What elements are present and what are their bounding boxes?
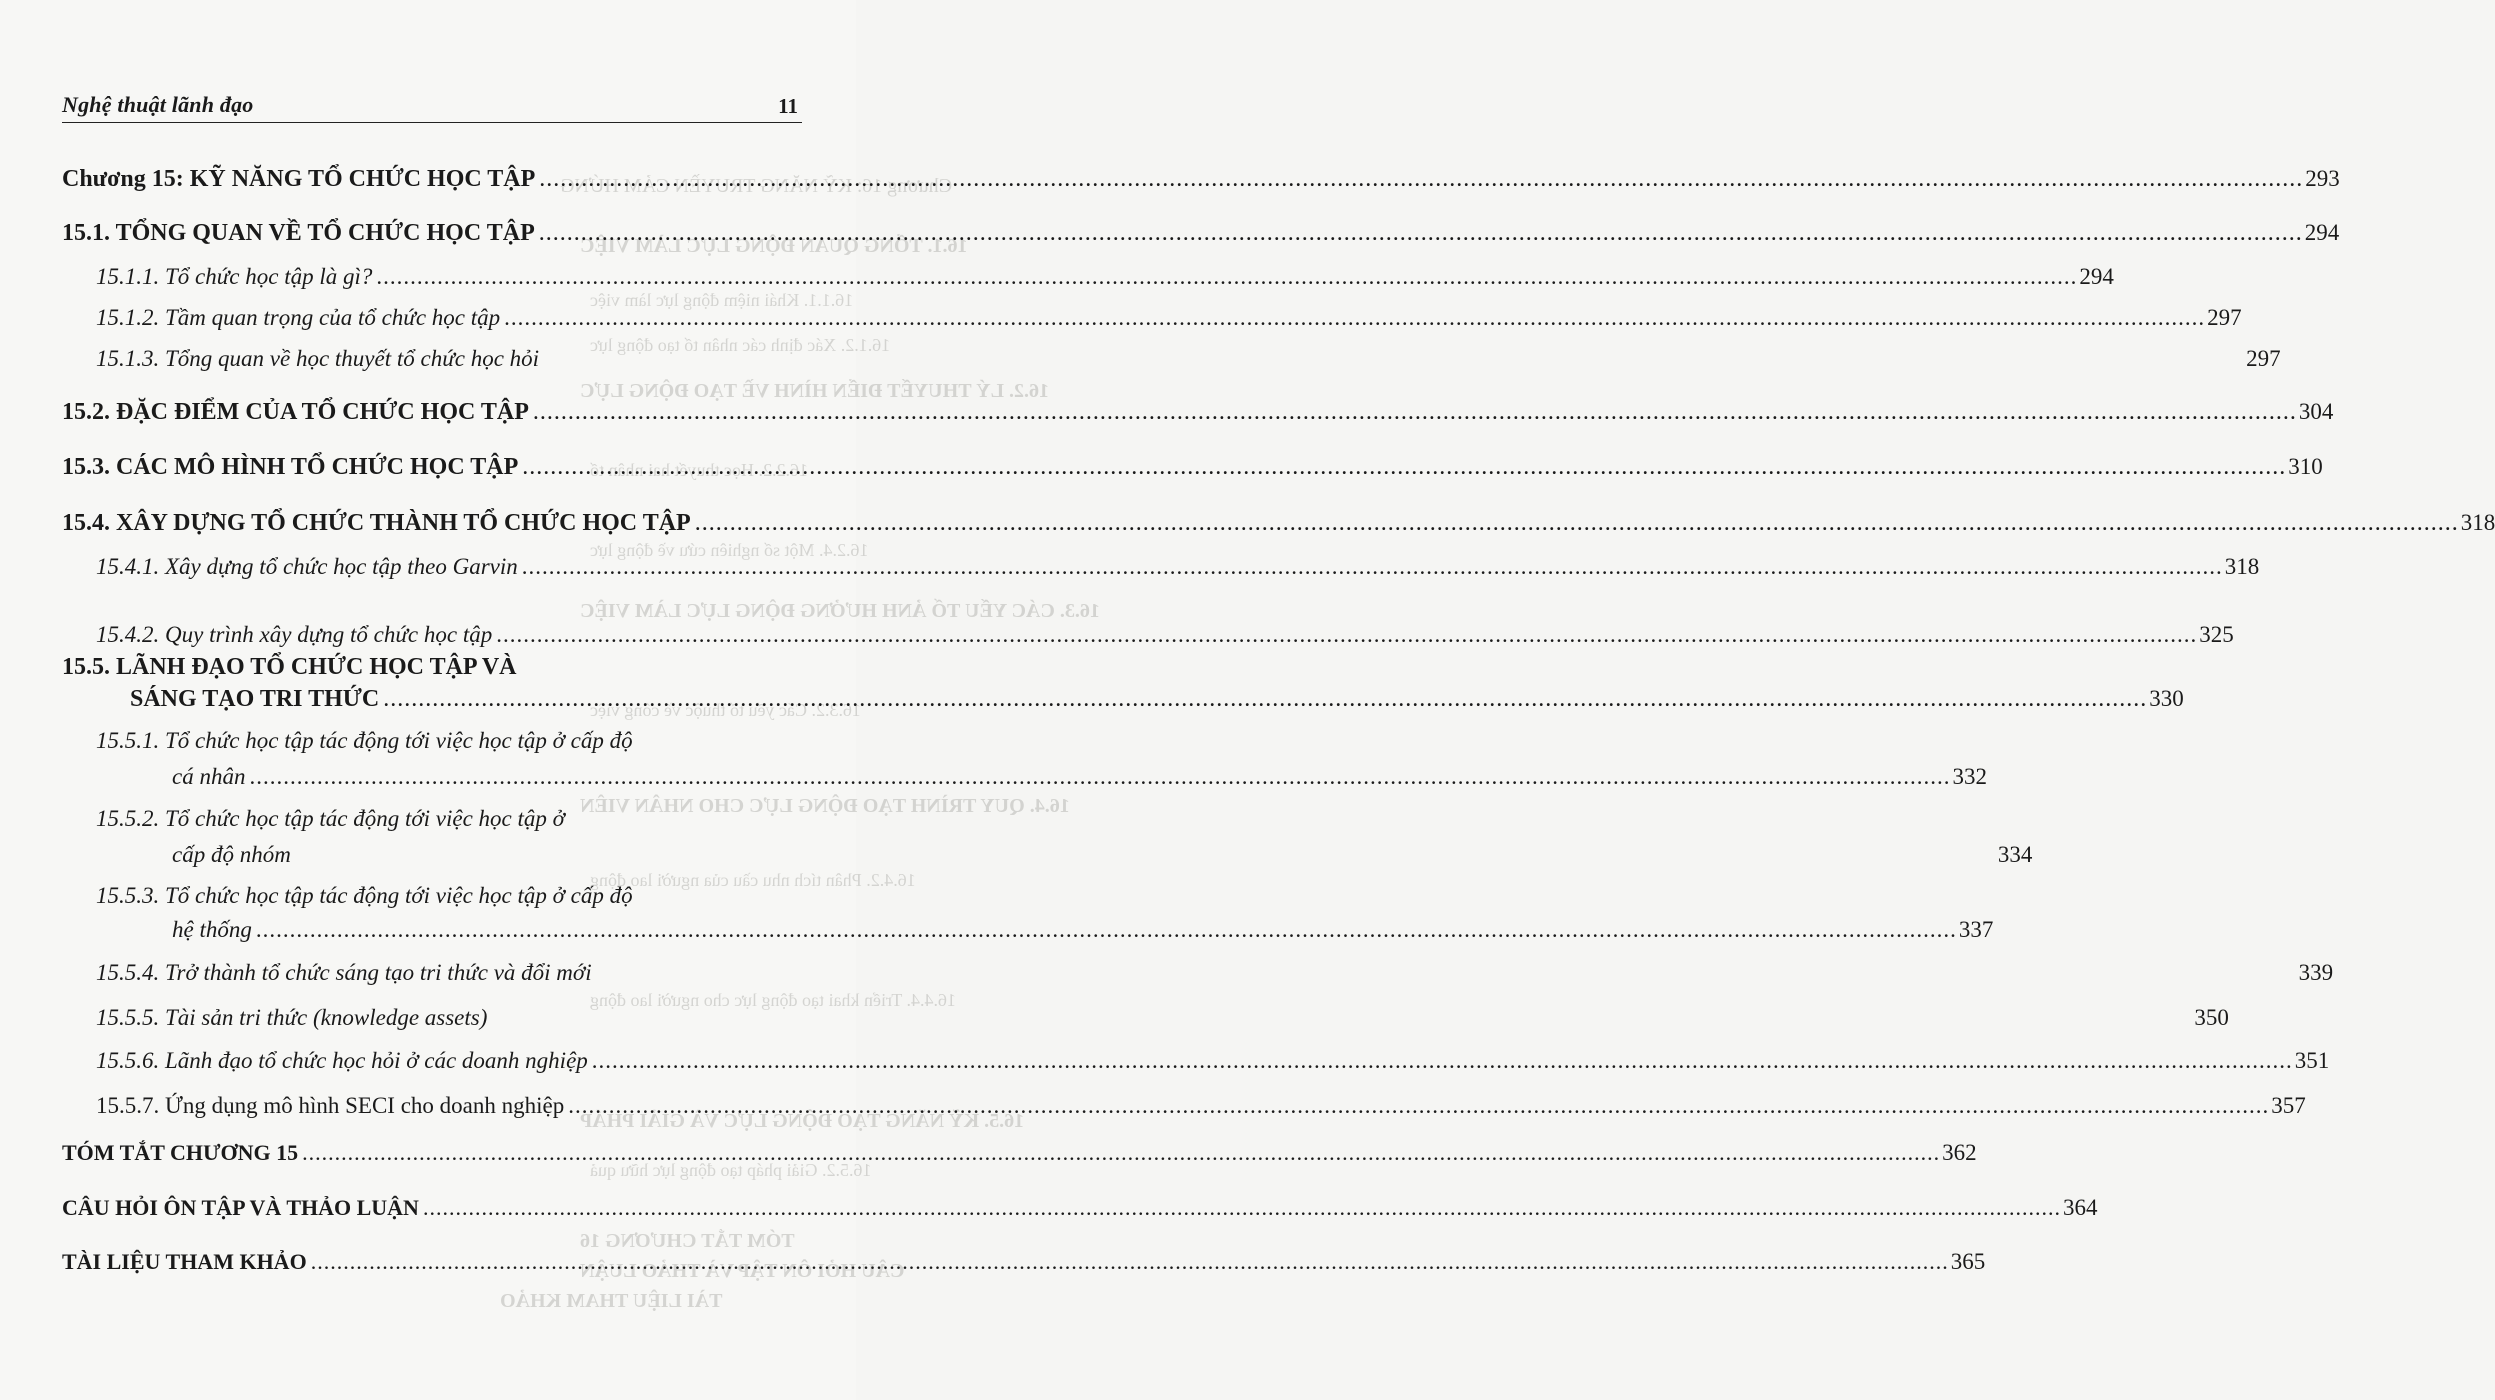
toc-entry-15-5-2[interactable] xyxy=(172,842,2033,867)
toc-entry-15-1-3[interactable] xyxy=(96,346,2281,371)
toc-label: 15.1.2. Tầm quan trọng của tổ chức học tập xyxy=(96,305,501,330)
toc-entry-15-5-1-line1[interactable]: 15.5.1. Tổ chức học tập tác động tới việc học tập ở cấp độ xyxy=(96,728,633,753)
dot-leader xyxy=(383,686,2147,712)
toc-entry-15-5-6[interactable] xyxy=(96,1048,2330,1073)
dot-leader xyxy=(311,1250,1949,1274)
toc-entry-review-questions[interactable] xyxy=(62,1195,2098,1220)
toc-page: 351 xyxy=(2294,1048,2330,1073)
toc-page: 334 xyxy=(1997,842,2033,867)
bleed-through-text: 16.4.4. Triển khai tạo động lực cho người lao động xyxy=(590,990,957,1010)
bleed-through-text: CÂU HỎI ÔN TẬP VÀ THẢO LUẬN xyxy=(580,1260,905,1282)
bleed-through-text: 16.1. TỔNG QUAN ĐỘNG LỰC LÀM VIỆC xyxy=(580,235,968,257)
toc-label: 15.2. ĐẶC ĐIỂM CỦA TỔ CHỨC HỌC TẬP xyxy=(62,399,529,425)
toc-page: 330 xyxy=(2149,686,2184,711)
toc-page: 318 xyxy=(2460,510,2495,535)
toc-entry-15-5-3[interactable] xyxy=(172,917,1994,942)
bleed-through-text: 16.4.2. Phân tích nhu cầu của người lao động xyxy=(590,870,916,890)
dot-leader xyxy=(539,220,2303,246)
toc-label: 15.1.3. Tổng quan về học thuyết tổ chức học hỏi xyxy=(96,346,540,371)
bleed-through-text: TÀI LIỆU THAM KHẢO xyxy=(500,1290,723,1312)
toc-page: 339 xyxy=(2298,960,2334,985)
toc-label: 15.3. CÁC MÔ HÌNH TỔ CHỨC HỌC TẬP xyxy=(62,454,519,480)
toc-page: 364 xyxy=(2062,1195,2098,1220)
dot-leader xyxy=(592,1048,2293,1073)
dot-leader xyxy=(376,264,2077,289)
toc-entry-summary[interactable] xyxy=(62,1140,1977,1165)
toc-label: 15.4. XÂY DỰNG TỔ CHỨC THÀNH TỔ CHỨC HỌC TẬP xyxy=(62,510,691,536)
dot-leader xyxy=(249,764,1950,789)
dot-leader xyxy=(496,622,2197,647)
toc-page: 310 xyxy=(2288,454,2323,479)
toc-page: 337 xyxy=(1958,917,1994,942)
toc-entry-15-5-line1[interactable]: 15.5. LÃNH ĐẠO TỔ CHỨC HỌC TẬP VÀ xyxy=(62,654,517,680)
toc-label: cấp độ nhóm xyxy=(172,842,291,867)
toc-entry-15-5-7[interactable] xyxy=(96,1093,2306,1118)
page-number: 11 xyxy=(778,94,798,118)
toc-page: 325 xyxy=(2199,622,2234,647)
toc-label: TÓM TẮT CHƯƠNG 15 xyxy=(62,1140,299,1165)
bleed-through-text: 16.2.4. Một số nghiên cứu về động lực xyxy=(590,540,869,560)
toc-label: TÀI LIỆU THAM KHẢO xyxy=(62,1249,307,1274)
dot-leader xyxy=(256,917,1957,942)
toc-entry-15-3[interactable] xyxy=(62,454,2323,480)
toc-entry-15-4-2[interactable] xyxy=(96,622,2234,647)
dot-leader xyxy=(539,166,2303,192)
dot-leader xyxy=(533,399,2297,425)
toc-entry-15-4[interactable] xyxy=(62,510,2495,536)
bleed-through-text: TÓM TẮT CHƯƠNG 16 xyxy=(580,1230,795,1252)
toc-page: 304 xyxy=(2298,399,2334,424)
toc-page: 332 xyxy=(1952,764,1987,789)
toc-entry-15-4-1[interactable] xyxy=(96,554,2260,579)
toc-entry-15-5-5[interactable] xyxy=(96,1005,2229,1030)
bleed-through-text: 16.3. CÁC YẾU TỐ ẢNH HƯỞNG ĐỘNG LỰC LÀM VIỆC xyxy=(580,600,1100,622)
toc-entry-15-5-2-line1[interactable]: 15.5.2. Tổ chức học tập tác động tới việc học tập ở xyxy=(96,806,565,831)
toc-page: 362 xyxy=(1942,1140,1977,1165)
bleed-through-text: 16.2.2. Học thuyết hai nhân tố xyxy=(590,460,808,480)
toc-label: cá nhân xyxy=(172,764,246,789)
bleed-through-text: 16.5.2. Giải pháp tạo động lực hữu quả xyxy=(590,1160,872,1180)
toc-label: 15.5.7. Ứng dụng mô hình SECI cho doanh nghiệp xyxy=(96,1093,565,1118)
toc-page: 297 xyxy=(2207,305,2242,330)
running-header xyxy=(62,92,802,123)
toc-label: 15.4.1. Xây dựng tổ chức học tập theo Garvin xyxy=(96,554,518,579)
toc-entry-15-5-4[interactable] xyxy=(96,960,2334,985)
bleed-through-text: 16.4. QUY TRÌNH TẠO ĐỘNG LỰC CHO NHÂN VIÊN xyxy=(580,795,1070,817)
toc-entry-15-5-3-line1[interactable]: 15.5.3. Tổ chức học tập tác động tới việc học tập ở cấp độ xyxy=(96,883,633,908)
bleed-through-text: 16.1.1. Khái niệm động lực làm việc xyxy=(590,290,854,310)
toc-label: 15.5.6. Lãnh đạo tổ chức học hỏi ở các doanh nghiệp xyxy=(96,1048,588,1073)
bleed-through-text: 16.3.2. Các yếu tố thuộc về công việc xyxy=(590,700,861,720)
toc-entry-15-1-1[interactable] xyxy=(96,264,2114,289)
dot-leader xyxy=(522,554,2223,579)
toc-page: 365 xyxy=(1950,1249,1986,1274)
toc-page: 357 xyxy=(2271,1093,2306,1118)
toc-label: 15.1.1. Tổ chức học tập là gì? xyxy=(96,264,373,289)
dot-leader xyxy=(504,305,2205,330)
toc-entry-15-2[interactable] xyxy=(62,399,2334,425)
dot-leader xyxy=(695,510,2459,536)
bleed-through-text: 16.5. KỸ NĂNG TẠO ĐỘNG LỰC VÀ GIẢI PHÁP xyxy=(580,1110,1025,1132)
toc-label: 15.4.2. Quy trình xây dựng tổ chức học tập xyxy=(96,622,493,647)
dot-leader xyxy=(423,1196,2061,1220)
toc-label: CÂU HỎI ÔN TẬP VÀ THẢO LUẬN xyxy=(62,1195,419,1220)
toc-page: 293 xyxy=(2305,166,2340,191)
toc-page: 294 xyxy=(2304,220,2340,245)
running-title: Nghệ thuật lãnh đạo xyxy=(62,92,254,117)
toc-page: 297 xyxy=(2246,346,2281,371)
dot-leader xyxy=(302,1141,1940,1165)
toc-label: 15.5.4. Trở thành tổ chức sáng tạo tri thức và đổi mới xyxy=(96,960,592,985)
toc-label: 15.1. TỔNG QUAN VỀ TỔ CHỨC HỌC TẬP xyxy=(62,220,535,246)
toc-label: Chương 15: KỸ NĂNG TỔ CHỨC HỌC TẬP xyxy=(62,166,536,192)
toc-page: 350 xyxy=(2194,1005,2229,1030)
bleed-through-text: Chương 16: KỸ NĂNG TRUYỀN CẢM HỨNG xyxy=(560,175,953,197)
bleed-through-text: 16.2. LÝ THUYẾT ĐIỂN HÌNH VỀ TẠO ĐỘNG LỰC xyxy=(580,380,1049,402)
toc-entry-15-5-1[interactable] xyxy=(172,764,1987,789)
toc-entry-15-1-2[interactable] xyxy=(96,305,2242,330)
dot-leader xyxy=(522,454,2286,480)
bleed-through-text: 16.1.2. Xác định các nhân tố tạo động lực xyxy=(590,335,891,355)
dot-leader xyxy=(568,1093,2269,1118)
toc-page: 294 xyxy=(2079,264,2114,289)
toc-label: SÁNG TẠO TRI THỨC xyxy=(130,686,380,712)
toc-page: 318 xyxy=(2224,554,2260,579)
toc-label: hệ thống xyxy=(172,917,252,942)
toc-label: 15.5.5. Tài sản tri thức (knowledge assets) xyxy=(96,1005,488,1030)
